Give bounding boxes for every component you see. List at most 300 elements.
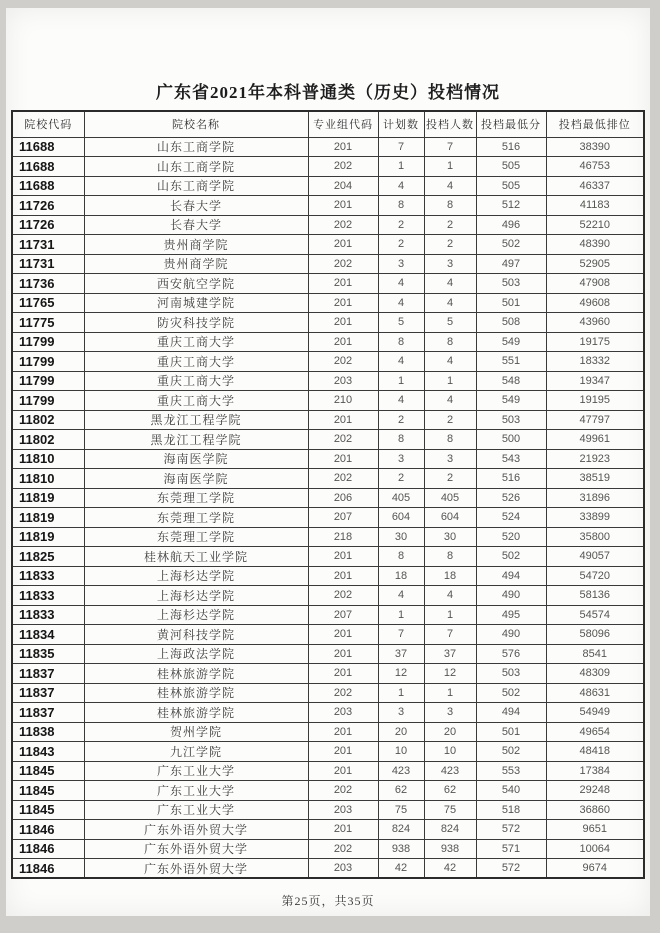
college-name-cell: 广东工业大学 bbox=[84, 781, 308, 801]
college-name-cell: 九江学院 bbox=[84, 742, 308, 762]
admitted-count-cell: 12 bbox=[424, 664, 476, 684]
min-rank-cell: 31896 bbox=[546, 488, 644, 508]
college-code-cell: 11819 bbox=[12, 508, 84, 528]
min-rank-cell: 58096 bbox=[546, 625, 644, 645]
table-row bbox=[12, 449, 644, 469]
column-header-college-name: 院校名称 bbox=[84, 111, 308, 137]
college-code-cell: 11731 bbox=[12, 254, 84, 274]
min-score-cell: 548 bbox=[476, 371, 546, 391]
admitted-count-cell: 30 bbox=[424, 527, 476, 547]
min-rank-cell: 41183 bbox=[546, 196, 644, 216]
college-name-cell: 西安航空学院 bbox=[84, 274, 308, 294]
min-rank-cell: 36860 bbox=[546, 800, 644, 820]
table-header-row bbox=[12, 111, 644, 137]
min-rank-cell: 49654 bbox=[546, 722, 644, 742]
plan-count-cell: 1 bbox=[378, 683, 424, 703]
min-rank-cell: 38390 bbox=[546, 137, 644, 157]
plan-count-cell: 20 bbox=[378, 722, 424, 742]
min-rank-cell: 49057 bbox=[546, 547, 644, 567]
admitted-count-cell: 8 bbox=[424, 332, 476, 352]
college-name-cell: 黄河科技学院 bbox=[84, 625, 308, 645]
min-rank-cell: 19347 bbox=[546, 371, 644, 391]
major-group-code-cell: 201 bbox=[308, 293, 378, 313]
major-group-code-cell: 202 bbox=[308, 586, 378, 606]
min-score-cell: 576 bbox=[476, 644, 546, 664]
min-rank-cell: 52905 bbox=[546, 254, 644, 274]
major-group-code-cell: 201 bbox=[308, 547, 378, 567]
college-code-cell: 11834 bbox=[12, 625, 84, 645]
college-code-cell: 11846 bbox=[12, 859, 84, 879]
college-name-cell: 上海杉达学院 bbox=[84, 566, 308, 586]
table-row bbox=[12, 742, 644, 762]
college-code-cell: 11838 bbox=[12, 722, 84, 742]
college-name-cell: 贺州学院 bbox=[84, 722, 308, 742]
major-group-code-cell: 201 bbox=[308, 137, 378, 157]
college-name-cell: 山东工商学院 bbox=[84, 137, 308, 157]
admitted-count-cell: 824 bbox=[424, 820, 476, 840]
min-score-cell: 501 bbox=[476, 722, 546, 742]
column-header-min-score: 投档最低分 bbox=[476, 111, 546, 137]
min-rank-cell: 17384 bbox=[546, 761, 644, 781]
college-code-cell: 11810 bbox=[12, 449, 84, 469]
table-row bbox=[12, 488, 644, 508]
college-code-cell: 11837 bbox=[12, 683, 84, 703]
plan-count-cell: 4 bbox=[378, 274, 424, 294]
min-rank-cell: 48390 bbox=[546, 235, 644, 255]
min-score-cell: 540 bbox=[476, 781, 546, 801]
min-score-cell: 526 bbox=[476, 488, 546, 508]
major-group-code-cell: 201 bbox=[308, 313, 378, 333]
admitted-count-cell: 8 bbox=[424, 547, 476, 567]
college-name-cell: 河南城建学院 bbox=[84, 293, 308, 313]
table-row bbox=[12, 722, 644, 742]
table-row bbox=[12, 332, 644, 352]
table-body bbox=[12, 137, 644, 878]
major-group-code-cell: 201 bbox=[308, 274, 378, 294]
college-name-cell: 广东工业大学 bbox=[84, 761, 308, 781]
admitted-count-cell: 18 bbox=[424, 566, 476, 586]
min-rank-cell: 38519 bbox=[546, 469, 644, 489]
min-rank-cell: 47908 bbox=[546, 274, 644, 294]
column-header-major-group-code: 专业组代码 bbox=[308, 111, 378, 137]
admitted-count-cell: 3 bbox=[424, 254, 476, 274]
table-row bbox=[12, 235, 644, 255]
college-name-cell: 广东工业大学 bbox=[84, 800, 308, 820]
admitted-count-cell: 1 bbox=[424, 371, 476, 391]
plan-count-cell: 12 bbox=[378, 664, 424, 684]
major-group-code-cell: 201 bbox=[308, 449, 378, 469]
table-row bbox=[12, 547, 644, 567]
page-title: 广东省2021年本科普通类（历史）投档情况 bbox=[156, 83, 500, 102]
plan-count-cell: 2 bbox=[378, 215, 424, 235]
table-row bbox=[12, 410, 644, 430]
college-code-cell: 11688 bbox=[12, 137, 84, 157]
min-rank-cell: 49961 bbox=[546, 430, 644, 450]
college-name-cell: 桂林旅游学院 bbox=[84, 683, 308, 703]
college-name-cell: 海南医学院 bbox=[84, 449, 308, 469]
major-group-code-cell: 202 bbox=[308, 781, 378, 801]
college-name-cell: 重庆工商大学 bbox=[84, 371, 308, 391]
college-code-cell: 11731 bbox=[12, 235, 84, 255]
major-group-code-cell: 202 bbox=[308, 683, 378, 703]
table-row bbox=[12, 683, 644, 703]
admission-table bbox=[11, 110, 645, 879]
major-group-code-cell: 201 bbox=[308, 410, 378, 430]
min-rank-cell: 54720 bbox=[546, 566, 644, 586]
table-row bbox=[12, 254, 644, 274]
college-code-cell: 11845 bbox=[12, 761, 84, 781]
college-name-cell: 贵州商学院 bbox=[84, 235, 308, 255]
table-row bbox=[12, 839, 644, 859]
table-row bbox=[12, 644, 644, 664]
admitted-count-cell: 1 bbox=[424, 157, 476, 177]
min-score-cell: 505 bbox=[476, 176, 546, 196]
table-row bbox=[12, 196, 644, 216]
college-code-cell: 11765 bbox=[12, 293, 84, 313]
table-row bbox=[12, 508, 644, 528]
major-group-code-cell: 201 bbox=[308, 566, 378, 586]
plan-count-cell: 824 bbox=[378, 820, 424, 840]
plan-count-cell: 4 bbox=[378, 176, 424, 196]
admitted-count-cell: 423 bbox=[424, 761, 476, 781]
plan-count-cell: 7 bbox=[378, 625, 424, 645]
table-row bbox=[12, 859, 644, 879]
table-row bbox=[12, 274, 644, 294]
admitted-count-cell: 5 bbox=[424, 313, 476, 333]
min-score-cell: 571 bbox=[476, 839, 546, 859]
college-name-cell: 黑龙江工程学院 bbox=[84, 430, 308, 450]
min-score-cell: 496 bbox=[476, 215, 546, 235]
table-row bbox=[12, 800, 644, 820]
admitted-count-cell: 405 bbox=[424, 488, 476, 508]
admitted-count-cell: 42 bbox=[424, 859, 476, 879]
major-group-code-cell: 203 bbox=[308, 703, 378, 723]
admitted-count-cell: 37 bbox=[424, 644, 476, 664]
college-name-cell: 山东工商学院 bbox=[84, 157, 308, 177]
college-name-cell: 重庆工商大学 bbox=[84, 352, 308, 372]
min-score-cell: 503 bbox=[476, 274, 546, 294]
table-row bbox=[12, 781, 644, 801]
plan-count-cell: 2 bbox=[378, 235, 424, 255]
plan-count-cell: 3 bbox=[378, 254, 424, 274]
major-group-code-cell: 202 bbox=[308, 215, 378, 235]
college-name-cell: 长春大学 bbox=[84, 215, 308, 235]
min-score-cell: 516 bbox=[476, 469, 546, 489]
min-score-cell: 501 bbox=[476, 293, 546, 313]
admitted-count-cell: 2 bbox=[424, 235, 476, 255]
college-name-cell: 防灾科技学院 bbox=[84, 313, 308, 333]
min-score-cell: 505 bbox=[476, 157, 546, 177]
table-row bbox=[12, 313, 644, 333]
admitted-count-cell: 2 bbox=[424, 469, 476, 489]
plan-count-cell: 8 bbox=[378, 332, 424, 352]
table-row bbox=[12, 391, 644, 411]
plan-count-cell: 5 bbox=[378, 313, 424, 333]
college-code-cell: 11802 bbox=[12, 410, 84, 430]
plan-count-cell: 18 bbox=[378, 566, 424, 586]
table-row bbox=[12, 430, 644, 450]
college-code-cell: 11845 bbox=[12, 781, 84, 801]
college-code-cell: 11799 bbox=[12, 352, 84, 372]
college-name-cell: 东莞理工学院 bbox=[84, 508, 308, 528]
table-row bbox=[12, 527, 644, 547]
major-group-code-cell: 201 bbox=[308, 820, 378, 840]
min-score-cell: 543 bbox=[476, 449, 546, 469]
admitted-count-cell: 2 bbox=[424, 215, 476, 235]
min-rank-cell: 21923 bbox=[546, 449, 644, 469]
min-score-cell: 495 bbox=[476, 605, 546, 625]
table-row bbox=[12, 605, 644, 625]
min-score-cell: 490 bbox=[476, 625, 546, 645]
plan-count-cell: 604 bbox=[378, 508, 424, 528]
min-rank-cell: 19175 bbox=[546, 332, 644, 352]
college-name-cell: 海南医学院 bbox=[84, 469, 308, 489]
plan-count-cell: 1 bbox=[378, 605, 424, 625]
min-rank-cell: 46753 bbox=[546, 157, 644, 177]
min-rank-cell: 46337 bbox=[546, 176, 644, 196]
table-row bbox=[12, 469, 644, 489]
major-group-code-cell: 201 bbox=[308, 644, 378, 664]
admitted-count-cell: 4 bbox=[424, 293, 476, 313]
plan-count-cell: 4 bbox=[378, 586, 424, 606]
admitted-count-cell: 75 bbox=[424, 800, 476, 820]
column-header-college-code: 院校代码 bbox=[12, 111, 84, 137]
table-head bbox=[12, 111, 644, 137]
college-code-cell: 11726 bbox=[12, 196, 84, 216]
min-score-cell: 520 bbox=[476, 527, 546, 547]
min-rank-cell: 9651 bbox=[546, 820, 644, 840]
college-code-cell: 11688 bbox=[12, 176, 84, 196]
college-code-cell: 11799 bbox=[12, 371, 84, 391]
min-rank-cell: 33899 bbox=[546, 508, 644, 528]
table-row bbox=[12, 176, 644, 196]
admitted-count-cell: 938 bbox=[424, 839, 476, 859]
college-code-cell: 11825 bbox=[12, 547, 84, 567]
college-name-cell: 东莞理工学院 bbox=[84, 488, 308, 508]
admitted-count-cell: 8 bbox=[424, 196, 476, 216]
admitted-count-cell: 2 bbox=[424, 410, 476, 430]
major-group-code-cell: 201 bbox=[308, 625, 378, 645]
major-group-code-cell: 201 bbox=[308, 235, 378, 255]
admitted-count-cell: 604 bbox=[424, 508, 476, 528]
admitted-count-cell: 1 bbox=[424, 605, 476, 625]
college-code-cell: 11799 bbox=[12, 332, 84, 352]
admitted-count-cell: 1 bbox=[424, 683, 476, 703]
college-code-cell: 11843 bbox=[12, 742, 84, 762]
min-score-cell: 549 bbox=[476, 391, 546, 411]
college-name-cell: 山东工商学院 bbox=[84, 176, 308, 196]
plan-count-cell: 37 bbox=[378, 644, 424, 664]
college-name-cell: 黑龙江工程学院 bbox=[84, 410, 308, 430]
min-score-cell: 553 bbox=[476, 761, 546, 781]
plan-count-cell: 75 bbox=[378, 800, 424, 820]
min-score-cell: 551 bbox=[476, 352, 546, 372]
admitted-count-cell: 20 bbox=[424, 722, 476, 742]
college-code-cell: 11736 bbox=[12, 274, 84, 294]
plan-count-cell: 4 bbox=[378, 391, 424, 411]
min-score-cell: 494 bbox=[476, 566, 546, 586]
min-score-cell: 518 bbox=[476, 800, 546, 820]
major-group-code-cell: 201 bbox=[308, 761, 378, 781]
plan-count-cell: 8 bbox=[378, 547, 424, 567]
min-score-cell: 512 bbox=[476, 196, 546, 216]
admitted-count-cell: 62 bbox=[424, 781, 476, 801]
document-page bbox=[6, 8, 650, 916]
min-rank-cell: 48309 bbox=[546, 664, 644, 684]
college-code-cell: 11819 bbox=[12, 527, 84, 547]
admitted-count-cell: 4 bbox=[424, 391, 476, 411]
college-code-cell: 11810 bbox=[12, 469, 84, 489]
major-group-code-cell: 203 bbox=[308, 800, 378, 820]
min-rank-cell: 35800 bbox=[546, 527, 644, 547]
college-name-cell: 广东外语外贸大学 bbox=[84, 820, 308, 840]
plan-count-cell: 1 bbox=[378, 157, 424, 177]
college-code-cell: 11688 bbox=[12, 157, 84, 177]
min-score-cell: 502 bbox=[476, 235, 546, 255]
min-score-cell: 502 bbox=[476, 547, 546, 567]
min-score-cell: 524 bbox=[476, 508, 546, 528]
plan-count-cell: 1 bbox=[378, 371, 424, 391]
plan-count-cell: 8 bbox=[378, 430, 424, 450]
min-rank-cell: 29248 bbox=[546, 781, 644, 801]
major-group-code-cell: 202 bbox=[308, 254, 378, 274]
admitted-count-cell: 3 bbox=[424, 449, 476, 469]
college-name-cell: 重庆工商大学 bbox=[84, 391, 308, 411]
major-group-code-cell: 218 bbox=[308, 527, 378, 547]
admitted-count-cell: 3 bbox=[424, 703, 476, 723]
major-group-code-cell: 202 bbox=[308, 430, 378, 450]
plan-count-cell: 3 bbox=[378, 703, 424, 723]
plan-count-cell: 938 bbox=[378, 839, 424, 859]
min-rank-cell: 10064 bbox=[546, 839, 644, 859]
major-group-code-cell: 203 bbox=[308, 859, 378, 879]
table-row bbox=[12, 566, 644, 586]
college-code-cell: 11802 bbox=[12, 430, 84, 450]
table-row bbox=[12, 157, 644, 177]
min-score-cell: 502 bbox=[476, 742, 546, 762]
college-code-cell: 11835 bbox=[12, 644, 84, 664]
plan-count-cell: 8 bbox=[378, 196, 424, 216]
column-header-admitted-count: 投档人数 bbox=[424, 111, 476, 137]
major-group-code-cell: 202 bbox=[308, 839, 378, 859]
min-score-cell: 516 bbox=[476, 137, 546, 157]
min-rank-cell: 54949 bbox=[546, 703, 644, 723]
min-score-cell: 503 bbox=[476, 410, 546, 430]
min-score-cell: 549 bbox=[476, 332, 546, 352]
min-score-cell: 494 bbox=[476, 703, 546, 723]
table-row bbox=[12, 352, 644, 372]
min-score-cell: 572 bbox=[476, 820, 546, 840]
major-group-code-cell: 201 bbox=[308, 722, 378, 742]
college-name-cell: 桂林旅游学院 bbox=[84, 664, 308, 684]
table-row bbox=[12, 703, 644, 723]
college-name-cell: 长春大学 bbox=[84, 196, 308, 216]
admitted-count-cell: 4 bbox=[424, 274, 476, 294]
college-code-cell: 11837 bbox=[12, 664, 84, 684]
min-rank-cell: 49608 bbox=[546, 293, 644, 313]
major-group-code-cell: 201 bbox=[308, 742, 378, 762]
major-group-code-cell: 203 bbox=[308, 371, 378, 391]
table-row bbox=[12, 820, 644, 840]
admitted-count-cell: 4 bbox=[424, 586, 476, 606]
college-code-cell: 11833 bbox=[12, 566, 84, 586]
major-group-code-cell: 202 bbox=[308, 352, 378, 372]
college-name-cell: 桂林旅游学院 bbox=[84, 703, 308, 723]
college-code-cell: 11775 bbox=[12, 313, 84, 333]
plan-count-cell: 3 bbox=[378, 449, 424, 469]
college-code-cell: 11833 bbox=[12, 605, 84, 625]
table-row bbox=[12, 371, 644, 391]
min-rank-cell: 54574 bbox=[546, 605, 644, 625]
plan-count-cell: 2 bbox=[378, 410, 424, 430]
major-group-code-cell: 206 bbox=[308, 488, 378, 508]
table-row bbox=[12, 586, 644, 606]
min-rank-cell: 52210 bbox=[546, 215, 644, 235]
major-group-code-cell: 204 bbox=[308, 176, 378, 196]
min-score-cell: 503 bbox=[476, 664, 546, 684]
min-score-cell: 572 bbox=[476, 859, 546, 879]
admitted-count-cell: 4 bbox=[424, 176, 476, 196]
plan-count-cell: 4 bbox=[378, 293, 424, 313]
column-header-plan-count: 计划数 bbox=[378, 111, 424, 137]
college-name-cell: 贵州商学院 bbox=[84, 254, 308, 274]
min-score-cell: 502 bbox=[476, 683, 546, 703]
college-name-cell: 重庆工商大学 bbox=[84, 332, 308, 352]
major-group-code-cell: 201 bbox=[308, 664, 378, 684]
min-rank-cell: 19195 bbox=[546, 391, 644, 411]
college-code-cell: 11833 bbox=[12, 586, 84, 606]
college-name-cell: 上海杉达学院 bbox=[84, 605, 308, 625]
table-row bbox=[12, 625, 644, 645]
major-group-code-cell: 207 bbox=[308, 605, 378, 625]
min-score-cell: 490 bbox=[476, 586, 546, 606]
major-group-code-cell: 201 bbox=[308, 332, 378, 352]
college-name-cell: 桂林航天工业学院 bbox=[84, 547, 308, 567]
college-code-cell: 11845 bbox=[12, 800, 84, 820]
plan-count-cell: 42 bbox=[378, 859, 424, 879]
min-score-cell: 497 bbox=[476, 254, 546, 274]
plan-count-cell: 4 bbox=[378, 352, 424, 372]
college-name-cell: 上海政法学院 bbox=[84, 644, 308, 664]
table-row bbox=[12, 664, 644, 684]
min-rank-cell: 8541 bbox=[546, 644, 644, 664]
major-group-code-cell: 207 bbox=[308, 508, 378, 528]
page-footer: 第25页，共35页 bbox=[281, 894, 375, 908]
min-rank-cell: 47797 bbox=[546, 410, 644, 430]
admitted-count-cell: 8 bbox=[424, 430, 476, 450]
major-group-code-cell: 210 bbox=[308, 391, 378, 411]
admitted-count-cell: 4 bbox=[424, 352, 476, 372]
college-code-cell: 11846 bbox=[12, 839, 84, 859]
min-score-cell: 500 bbox=[476, 430, 546, 450]
min-rank-cell: 43960 bbox=[546, 313, 644, 333]
major-group-code-cell: 202 bbox=[308, 469, 378, 489]
table-row bbox=[12, 137, 644, 157]
plan-count-cell: 7 bbox=[378, 137, 424, 157]
plan-count-cell: 30 bbox=[378, 527, 424, 547]
college-name-cell: 上海杉达学院 bbox=[84, 586, 308, 606]
college-code-cell: 11837 bbox=[12, 703, 84, 723]
min-rank-cell: 48631 bbox=[546, 683, 644, 703]
plan-count-cell: 405 bbox=[378, 488, 424, 508]
column-header-min-rank: 投档最低排位 bbox=[546, 111, 644, 137]
min-rank-cell: 48418 bbox=[546, 742, 644, 762]
major-group-code-cell: 201 bbox=[308, 196, 378, 216]
college-name-cell: 广东外语外贸大学 bbox=[84, 859, 308, 879]
admitted-count-cell: 7 bbox=[424, 137, 476, 157]
table-row bbox=[12, 293, 644, 313]
min-rank-cell: 18332 bbox=[546, 352, 644, 372]
